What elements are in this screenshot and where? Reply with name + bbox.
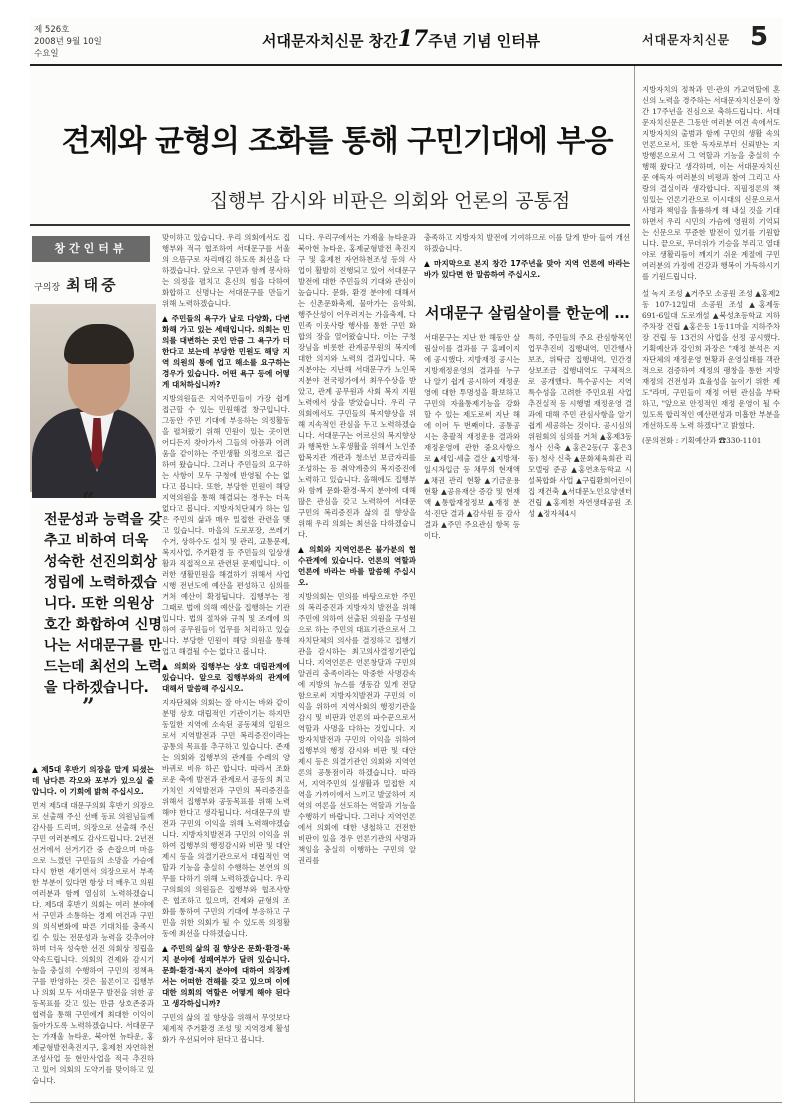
article-column-3 — [298, 232, 416, 1100]
answer-1-cont: 맞이하고 있습니다. 우리 의회에서도 집행부와 적극 협조하여 서대문구를 서울의 으뜸구로 자리매김 하도록 최선을 다하겠습니다. 앞으로 구민과 함께 봉사하는 의정을 펼치고 혼신의 힘을 다하여 화합하고 신명나는 서대문구를 만들기 위해 노력하겠습니다. — [162, 233, 290, 308]
anniversary-banner — [262, 26, 540, 52]
question-3: ▲ 의회와 집행부는 상호 대립관계에 있습니다. 앞으로 집행부와의 관계에 대해서 말씀해 주십시오. — [162, 662, 290, 693]
article-column-4 — [424, 232, 630, 296]
sub-article-column-2 — [528, 332, 632, 576]
close-quote-icon: ” — [82, 694, 95, 720]
byline-name: 최태중 — [66, 276, 119, 294]
interviewee-photo — [30, 304, 156, 492]
column-divider — [634, 66, 635, 1102]
page-header — [30, 18, 782, 66]
paper-name: 서대문자치신문 — [642, 33, 731, 47]
question-2: ▲ 주민들의 욕구가 날로 다양화, 다변화해 가고 있는 세태입니다. 의회는 민의를 대변하는 곳인 만큼 그 욕구가 더한다고 보는데 부당한 민원도 해당 지역 의원의 통에 업고 해소를 요구하는 경우가 있습니다. 어떤 욕구 등에 어떻게 대처하십니까? — [162, 314, 290, 389]
photo-hair — [64, 324, 134, 364]
headline-rule — [30, 224, 630, 226]
banner-prefix: 서대문자치신문 창간 — [262, 32, 398, 50]
answer-3: 지자단체와 의회는 잘 아시는 바와 같이 분명 상호 대립적인 기관이기는 하지만 동일한 지역에 소속된 공동체의 일원으로서 지역발전과 구민 복리증진이라는 공통의 목표를 추구하고 있습니다. 존재는 의회와 집행부의 관계를 수레의 양 바퀴로 비유 하곤 합니다. 따라서 조화로운 축에 발전과 관계로서 공동의 최고가치인 지역발전과 구민의 복리증진을 위해서 집행부와 공동목표를 위해 노력해야 한다고 생각됩니다. 서대문구의 발전과 구민의 이익을 위해 노력해야겠습니다. 지방자치발전과 구민의 이익을 위하여 집행부의 행정감시와 비판 및 대안제시 등을 의결기관으로서 대립적인 역할과 기능을 충실히 수행하는 본연의 의무를 다하기 위해 노력하겠습니다. 우리 구의회의 의원들은 집행부와 협조사항은 협조하고 있으며, 견제와 균형의 조화를 통하여 구민의 기대에 부응하고 구민을 위한 의회가 될 수 있도록 의정활동에 최선을 다하겠습니다. — [162, 698, 290, 938]
question-1: ▲ 제5대 후반기 의장을 맡게 되셨는데 남다른 각오와 포부가 있으실 줄 압니다. 이 기회에 밝혀 주십시오. — [32, 765, 154, 796]
issue-weekday: 수요일 — [34, 49, 59, 59]
question-5: ▲ 의회와 지역언론은 불가분의 협수관계에 있습니다. 언론의 역할과 언론에 바라는 바를 말씀해 주십시오. — [298, 545, 416, 587]
subheadline: 집행부 감시와 비판은 의회와 언론의 공통점 — [209, 190, 571, 212]
banner-number: 17 — [397, 26, 429, 52]
byline — [34, 274, 119, 295]
article-column-2 — [162, 232, 290, 1100]
answer-2: 지방의원들은 지역주민들이 가장 쉽게 접근할 수 있는 민원해결 창구입니다. 그동안 주민 기대에 부응하는 의정활동을 펼쳐왔기 위해 민원이 있는 곳이면 어디든지 찾아가서 그들의 아픔과 어려움을 같이하는 주민생활 의정으로 접근하여 왔습니다. 그러나 주민들의 요구하는 사항이 모두 구청에 반영될 수는 없다고 봅니다. 또한, 부당한 민원이 해당지역의원을 통해 해결되는 경우는 더욱 없다고 봅니다. 지방자치단체가 하는 일은 주민의 삶과 매우 밀접한 관련을 맺고 있습니다. 마을의 도로포장, 쓰레기 수거, 상하수도 설치 및 관리, 교통문제, 복지사업, 주거환경 등 주민들의 일상생활과 직접적으로 관련된 문제입니다. 이러한 생활민원을 해결하기 위해서 사업시행 전년도에 예산을 편성하고 심의를 거쳐 예산이 확정됩니다. 집행부는 정 그때로 법에 의해 예산을 집행하는 기관입니다. 법의 절차와 규칙 및 조례에 의하여 공무원들이 업무를 처리하고 있습니다. 부당한 민원이 해당 의원을 통해 업고 해결될 수는 없다고 봅니다. — [162, 394, 290, 656]
open-quote-icon: “ — [82, 488, 95, 514]
banner-suffix: 주년 기념 인터뷰 — [428, 32, 541, 50]
sub-article-title: 서대문구 살림살이를 한눈에 … — [425, 304, 630, 322]
sub-article-text-3: 설 녹지 조성 ▲거주모 소공원 조성 ▲홍제2동 107-12일대 소공원 조성 ▲홍제동 691-6일대 도로개설 ▲북성초등학교 지하주차장 건립 ▲홍은동 1동11마을 지하주차장 건립 등 13건의 사업을 선정 공시했다. 기획예산과 강인희 과장은 "재정 분석은 지자단체의 재정운영 현황과 운영실태를 객관적으로 검증하여 재정의 팽창을 통한 지방재정의 건전성과 효율성을 높이기 위한 제도"라며, 구민들이 재정 어떤 관심을 부탁하고, "앞으로 안정적인 재정 운영이 될 수 있도록 합리적인 예산편성과 미흡한 부분을 개선하도록 노력 하겠다"고 밝혔다. — [642, 289, 780, 430]
series-label: 창간인터뷰 — [32, 236, 150, 262]
issue-info — [34, 24, 102, 60]
page-number: 5 — [750, 22, 769, 52]
answer-5: 지방의회는 민의를 바탕으로한 주민의 복리증진과 지방자치 발전을 위해 주민에 의하여 선출된 의원을 구성원으로 하는 주민의 대표기관으로서 그 자치단체의 의사를 결정하고 집행기관을 감시하는 최고의사결정기관입니다. 지역언론은 언론창달과 구민의 알권리 충족이라는 막중한 사명감속에 지방의 뉴스를 생동감 있게 전달함으로써 지방자치발전과 구민의 이익을 위하여 지역사회의 행정기관을 감시 및 비판과 언론의 파수꾼으로서 역할과 사명을 다하는 것입니다. 지방자치발전과 구민의 이익을 위하여 집행부의 행정 감시와 비판 및 대안제시 등은 의결기관인 의회와 지역언론의 공통점이라 하겠습니다. 따라서, 지역주민의 실생활과 밀접한 지역을 가까이에서 느끼고 발굴하여 지역의 여론을 선도하는 역할과 기능을 수행하기 바랍니다. 그러나 지역언론에서 의회에 대한 냉철하고 건전한 비판이 있을 경우 언론기관의 사명과 책임을 충실히 이행하는 구민의 알 권리를 — [298, 592, 416, 865]
pull-quote: 전문성과 능력을 갖추고 비하여 더욱 성숙한 선진의회상 정립에 노력하겠습니다. 또한 의원상호간 화합하여 신명나는 서대문구를 만드는데 최선의 노력을 다하겠습니다. — [44, 512, 162, 696]
issue-number: 제 526호 — [34, 25, 70, 35]
answer-4: 구민의 삶의 질 향상을 위해서 무엇보다 체계적 주거환경 조성 및 지역경제 활성화가 우선되어야 된다고 봅니다. — [162, 1013, 290, 1044]
newspaper-page — [30, 18, 782, 1104]
answer-1: 먼저 제5대 대문구의회 후반기 의장으로 선출해 주신 선배 동료 의원님들께 감사를 드리며, 의장으로 선출해 주신 구민 여러분께도 감사드립니다. 2년전 선거에서 선거기간 중 손잡으며 마음으로 느꼈던 구민들의 소망을 가슴에 다시 한번 새기면서 의장으로서 부족한 부분이 있다면 항상 더 배우고 의원 여러분과 함께 열심히 노력하겠습니다. 제5대 후반기 의회는 여러 분야에서 구민과 소통하는 경제 여건과 구민의 의식변화에 따른 기대치를 충족시킬 수 있는 전문성과 능력을 갖추어야 하며 더욱 성숙한 선진 의회상 정립을 약속드립니다. 의회의 견제와 감시기능을 충실히 수행하여 구민의 정책욕구를 반영하는 것은 물론이고 집행부나 의회 모두 서대문구 발전을 위한 공동목표를 갖고 있는 만큼 상호존중과 협력을 통해 구민에게 최대한 이익이 돌아가도록 노력하겠습니다. 서대문구는 가재울 뉴타운, 북아현 뉴타운, 홍제균형발전촉진지구, 홍제천 자연하천조성사업 등 현안사업을 적극 추진하고 있어 의회의 도약기를 맞이하고 있습니다. — [32, 801, 154, 1085]
sub-article-text-2: 특히, 주민들의 주요 관심항목인 업무추진비 집행내역, 민간행사보조, 위탁금 집행내역, 민간경상보조금 집행내역도 구체적으로 공개했다. 특수공시는 지역 특수성을 고려한 주민요원 사업 추진실적 등 시행별 재정운영 결과에 대해 주민 관심사항을 알기 쉽게 세공하는 것이다. 공시심의위원회의 심의를 거쳐 ▲홍제3동 청사 신축 ▲홍은2동(구 홍은3동) 청사 신축 ▲문화체육회관 리모델링 준공 ▲홍연초등학교 시설복합화 사업 ▲구립환희어린이집 재건축 ▲서대문노인요양센터 건립 ▲홍제천 자연생태공원 조성 ▲정자체4시 — [528, 333, 632, 518]
headline: 견제와 균형의 조화를 통해 구민기대에 부응 — [61, 124, 613, 159]
article-column-1 — [32, 760, 154, 1100]
sub-article-text-1: 서대문구는 지난 한 해동안 살림살이를 결과를 구 홈페이지에 공시했다. 지방재정 공시는 지방재정운영의 결과를 누구나 알기 쉽게 공시하여 재정운영에 대한 투명성을 확보하고 구민의 자율통제기능을 강화할 수 있는 제도로써 지난 해에 이어 두 번째이다. 공통공시는 총괄적 재정운용 결과와 재정운영에 관한 중요사항으로 ▲세입·세출 결산 ▲지방채·일시차입금 등 채무의 현재액 ▲채권 관리 현황 ▲기금운용 현황 ▲공유재산 증감 및 현재액 ▲통합재정정보 ▲재정 분석·진단 결과 ▲감사원 등 감사 결과 ▲주민 주요관심 항목 등이다. — [424, 333, 520, 540]
question-4: ▲ 주민의 삶의 질 향상은 문화·환경·복지 분야에 성패여부가 달려 있습니다. 문화·환경·복지 분야에 대하여 의장께서는 어떠한 견해를 갖고 있으며 이에 대한 의회의 역할은 어떻게 해야 된다고 생각하십니까? — [162, 944, 290, 1008]
question-6: ▲ 마지막으로 본지 창간 17주년을 맞아 지역 언론에 바라는 바가 있다면 한 말씀하여 주십시오. — [424, 259, 630, 279]
byline-role: 구의장 — [34, 283, 61, 293]
sub-article-column-3 — [642, 288, 780, 508]
answer-4-cont: 니다. 우리구에서는 가재울 뉴타운과 북아현 뉴타운, 홍제균형발전 촉진지구 및 홍제천 자연하천조성 등의 사업이 활발히 진행되고 있어 서대문구 발전에 대한 주민들의 기대와 관심이 높습니다. 문화, 환경 분야에 대해서는 신촌문화축제, 물아가는 음악회, 행주산성이 어우러지는 가을축제, 다민족 이웃사랑 행사를 통한 구민 화합의 장을 열어왔습니다. 이는 구청장님을 비롯한 관계공무원의 복지에 대한 의지와 노력의 결과입니다. 복지분야는 지난해 서대문구가 노인복지분야 전국평가에서 최우수상을 받았고, 관계 공무원과 사회 복지 지원 노력에서 상을 받았습니다. 우리 구의회에서도 구민들의 복지향상을 위해 지속적인 관심을 두고 노력하겠습니다. 서대문구는 어르신의 복지향상과 행복한 노후생활을 위해서 노인종합복지관 개관과 청소년 보금자리를 조성하는 등 취약계층의 복지증진에 노력하고 있습니다. 올해에도 집행부와 함께 문화·환경·복지 분야에 대해 많은 관심을 갖고 노력하여 서대문 구민의 복리증진과 삶의 질 향상을 위해 우리 의회는 최선을 다하겠습니다. — [298, 233, 416, 539]
answer-6: 지방자치의 정착과 민·관의 가교역할에 혼신의 노력을 경주하는 서대문자치신문이 창간 17주년을 진심으로 축하드립니다. 서대문자치신문은 그동안 여러분 여건 속에서도 지방자치의 출범과 함께 구민의 생활 속의 언론으로서, 또한 독자로부터 신뢰받는 지방행론으로서 그 역할과 기능을 충실히 수행해 왔다고 생각하며, 이는 서대문자치신문 애독자 여러분의 비평과 참여 그리고 사랑의 결실이라 생각합니다. 직필정론의 책임있는 언론기관으로 이시대의 신문으로서 사명과 책임을 홀륭하게 해 내실 것을 기대하면서 우리 시민의 가슴에 영원히 기억되는 신문으로 꾸준한 발전이 있기를 기원합니다. 끝으로, 무더위가 기승을 부리고 열대야로 생활리듬이 깨지기 쉬운 계절에 구민여러분의 가정에 건강과 행복이 가득하시기를 기원드립니다. — [642, 85, 780, 281]
sub-article-contact: (문의전화 : 기획예산과 ☎330-1101 — [642, 436, 762, 445]
answer-5-cont: 충족하고 지방자치 발전에 기여하므로 이를 달게 받아 들여 개선하겠습니다. — [424, 233, 630, 253]
article-column-5 — [642, 84, 780, 281]
sub-article-column-1 — [424, 332, 520, 576]
issue-date: 2008년 9월 10일 — [34, 37, 102, 47]
bottom-rule — [30, 1102, 782, 1103]
